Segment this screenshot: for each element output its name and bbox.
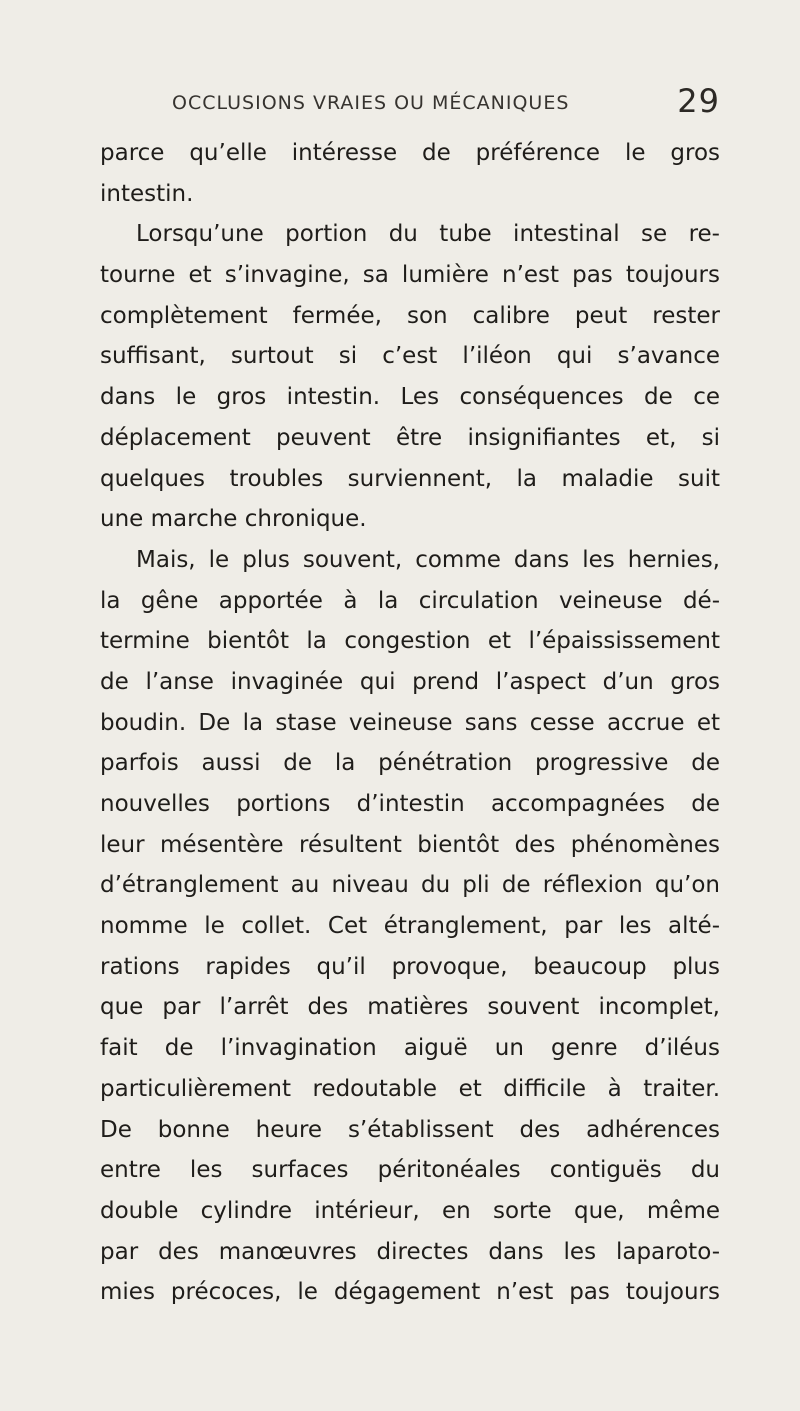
text-line: nomme le collet. Cet étranglement, par les alté- — [100, 913, 720, 940]
text-line: parce qu’elle intéresse de préférence le gros — [100, 140, 720, 166]
text-line: termine bientôt la congestion et l’épaississement — [100, 628, 720, 655]
text-line: de l’anse invaginée qui prend l’aspect d’un gros — [100, 668, 720, 695]
text-line: rations rapides qu’il provoque, beaucoup plus — [100, 953, 720, 980]
body-text — [100, 133, 720, 1313]
text-line: dans le gros intestin. Les conséquences de ce — [100, 384, 720, 411]
text-line: déplacement peuvent être insignifiantes et, si — [100, 424, 720, 451]
text-line: fait de l’invagination aiguë un genre d’iléus — [100, 1035, 720, 1062]
text-line: Lorsqu’une portion du tube intestinal se re- — [136, 221, 720, 248]
text-line: mies précoces, le dégagement n’est pas toujours — [100, 1279, 720, 1306]
page-number: 29 — [677, 82, 720, 120]
page-header — [172, 82, 720, 122]
text-line: double cylindre intérieur, en sorte que, même — [100, 1197, 720, 1224]
text-line: par des manœuvres directes dans les laparoto- — [100, 1238, 720, 1265]
text-line: particulièrement redoutable et difficile à traiter. — [100, 1075, 720, 1102]
text-line: que par l’arrêt des matières souvent incomplet, — [100, 994, 720, 1021]
text-line: nouvelles portions d’intestin accompagnées de — [100, 791, 720, 817]
text-line: leur mésentère résultent bientôt des phénomènes — [100, 831, 720, 858]
text-line: parfois aussi de la pénétration progressive de — [100, 750, 720, 777]
running-head: OCCLUSIONS VRAIES OU MÉCANIQUES — [172, 92, 570, 114]
text-line: quelques troubles surviennent, la maladie suit — [100, 465, 720, 492]
text-line: la gêne apportée à la circulation veineuse dé- — [100, 587, 720, 614]
text-line: De bonne heure s’établissent des adhérences — [100, 1116, 720, 1143]
text-line: suffisant, surtout si c’est l’iléon qui s’avance — [100, 343, 720, 370]
text-line: d’étranglement au niveau du pli de réflexion qu’on — [100, 872, 720, 899]
text-line: tourne et s’invagine, sa lumière n’est pas toujours — [100, 262, 720, 289]
text-line: boudin. De la stase veineuse sans cesse accrue et — [100, 709, 720, 736]
text-line: complètement fermée, son calibre peut rester — [100, 302, 720, 329]
text-line: Mais, le plus souvent, comme dans les hernies, — [136, 546, 720, 573]
text-line: une marche chronique. — [100, 506, 367, 533]
text-line: entre les surfaces péritonéales contiguës du — [100, 1157, 720, 1184]
text-line: intestin. — [100, 180, 194, 207]
